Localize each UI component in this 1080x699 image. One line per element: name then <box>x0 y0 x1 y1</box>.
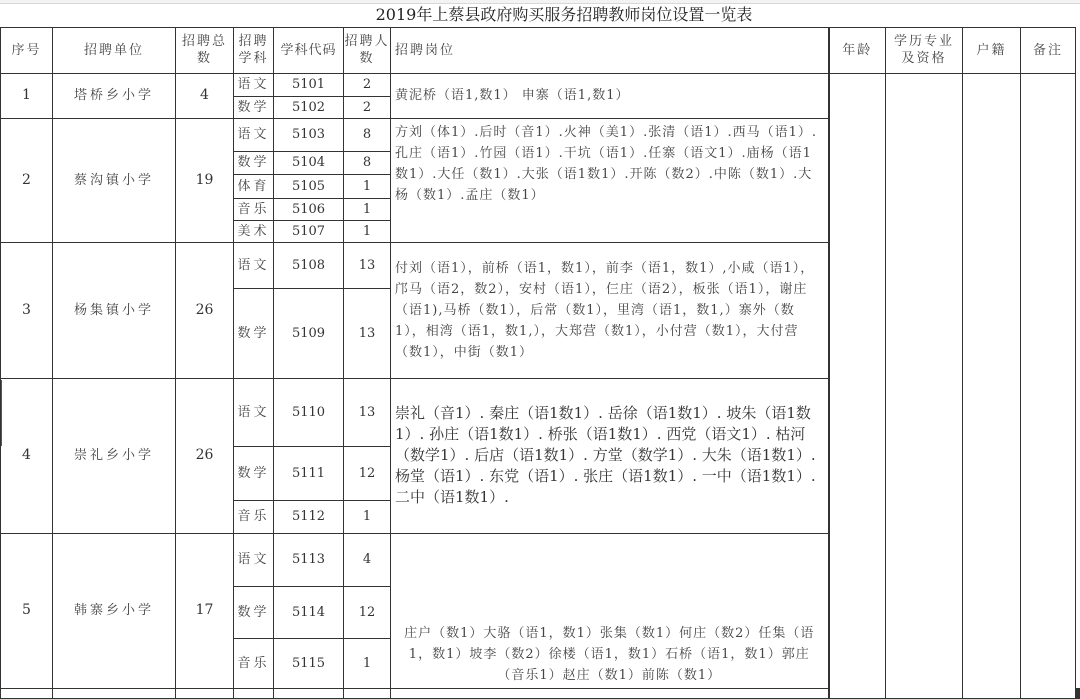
row-count[interactable]: 13 <box>344 288 391 378</box>
row-code[interactable]: 5108 <box>274 242 344 288</box>
row-count[interactable]: 13 <box>344 242 391 288</box>
row-seq[interactable]: 3 <box>1 242 53 378</box>
row-subject[interactable]: 美术 <box>234 220 274 242</box>
row-subject[interactable]: 音乐 <box>234 198 274 220</box>
row-unit[interactable]: 韩寨乡小学 <box>53 533 176 688</box>
table-title[interactable]: 2019年上蔡县政府购买服务招聘教师岗位设置一览表 <box>53 3 1076 27</box>
row-count[interactable]: 2 <box>344 96 391 118</box>
row-seq[interactable]: 5 <box>1 533 53 688</box>
row-code[interactable]: 5102 <box>274 96 344 118</box>
row-unit[interactable]: 蔡沟镇小学 <box>53 118 176 242</box>
row-code[interactable]: 5103 <box>274 118 344 151</box>
header-seq[interactable]: 序号 <box>1 27 53 73</box>
title-blank-cell[interactable] <box>1 3 53 27</box>
cell[interactable] <box>176 688 234 698</box>
row-code[interactable]: 5104 <box>274 151 344 174</box>
row-count[interactable]: 12 <box>344 586 391 638</box>
cell[interactable] <box>1 688 53 698</box>
row-count[interactable]: 2 <box>344 73 391 96</box>
row-code[interactable]: 5107 <box>274 220 344 242</box>
row-posts[interactable]: 崇礼（音1）. 秦庄（语1数1）. 岳徐（语1数1）. 坡朱（语1数1）. 孙庄（语1数1）. 桥张（语1数1）. 西党（语文1）. 枯河（数学1）. 后店（语1数1）. 方堂（数学1）. 大朱（语1数1）. 杨堂（语1）. 东党（语1）. 张庄（语1数1）. 一中（语1数1）. 二中（语1数1）. <box>391 378 829 533</box>
recruitment-table <box>0 3 1080 699</box>
row-code[interactable]: 5101 <box>274 73 344 96</box>
row-posts[interactable]: 黄泥桥（语1,数1） 申寨（语1,数1） <box>391 73 829 118</box>
row-count[interactable]: 1 <box>344 638 391 688</box>
row-subject[interactable]: 数学 <box>234 288 274 378</box>
row-count[interactable]: 1 <box>344 220 391 242</box>
row-subject[interactable]: 语文 <box>234 118 274 151</box>
row-count[interactable]: 1 <box>344 198 391 220</box>
header-unit[interactable]: 招聘单位 <box>53 27 176 73</box>
row-code[interactable]: 5106 <box>274 198 344 220</box>
row-total[interactable]: 26 <box>176 378 234 533</box>
row-count[interactable]: 1 <box>344 174 391 198</box>
row-posts[interactable]: 付刘（语1），前桥（语1，数1），前李（语1，数1）,小咸（语1），邝马（语2，数2），安村（语1），仨庄（语2），板张（语1），谢庄（语1),马桥（数1），后常（数1），里湾（语1，数1,）寨外（数1），相湾（语1，数1,），大郑营（数1），小付营（数1），大付营（数1），中街（数1） <box>391 242 829 378</box>
row-subject[interactable]: 语文 <box>234 73 274 96</box>
row-code[interactable]: 5114 <box>274 586 344 638</box>
notes-cell[interactable] <box>1021 73 1076 698</box>
row-total[interactable]: 4 <box>176 73 234 118</box>
row-code[interactable]: 5115 <box>274 638 344 688</box>
row-count[interactable]: 8 <box>344 118 391 151</box>
row-code[interactable]: 5113 <box>274 533 344 586</box>
posts-line: 孔庄（语1）.竹园（语1）.干坑（语1）.任寨（语文1）.庙杨（语1数1）.大任（数1）.大张（语1数1）.开陈（数2）.中陈（数1）.大杨（数1）.孟庄（数1） <box>395 145 813 203</box>
header-residence[interactable]: 户籍 <box>963 27 1021 73</box>
row-subject[interactable]: 语文 <box>234 242 274 288</box>
header-code[interactable]: 学科代码 <box>274 27 344 73</box>
row-subject[interactable]: 语文 <box>234 378 274 446</box>
row-count[interactable]: 1 <box>344 500 391 533</box>
row-subject[interactable]: 数学 <box>234 151 274 174</box>
table-row <box>1 73 1080 96</box>
row-subject[interactable]: 数学 <box>234 586 274 638</box>
header-subject[interactable]: 招聘学科 <box>234 27 274 73</box>
residence-cell[interactable] <box>963 73 1021 698</box>
row-unit[interactable]: 崇礼乡小学 <box>53 378 176 533</box>
row-subject[interactable]: 语文 <box>234 533 274 586</box>
row-seq[interactable]: 1 <box>1 73 53 118</box>
row-subject[interactable]: 体育 <box>234 174 274 198</box>
cell[interactable] <box>234 688 274 698</box>
row-count[interactable]: 13 <box>344 378 391 446</box>
header-count[interactable]: 招聘人数 <box>344 27 391 73</box>
cell[interactable] <box>391 688 829 698</box>
row-seq[interactable]: 2 <box>1 118 53 242</box>
row-total[interactable]: 17 <box>176 533 234 688</box>
row-total[interactable]: 19 <box>176 118 234 242</box>
cell[interactable] <box>53 688 176 698</box>
row-subject[interactable]: 音乐 <box>234 638 274 688</box>
row-subject[interactable]: 数学 <box>234 96 274 118</box>
row-total[interactable]: 26 <box>176 242 234 378</box>
posts-line: 方刘（体1）.后时（音1）.火神（美1）.张清（语1）.西马（语1）. <box>395 124 818 140</box>
row-code[interactable]: 5110 <box>274 378 344 446</box>
header-total[interactable]: 招聘总数 <box>176 27 234 73</box>
row-code[interactable]: 5109 <box>274 288 344 378</box>
row-count[interactable]: 12 <box>344 446 391 500</box>
row-unit[interactable]: 塔桥乡小学 <box>53 73 176 118</box>
row-posts[interactable]: 庄户（数1）大骆（语1，数1）张集（数1）何庄（数2）任集（语1，数1）坡李（数2）徐楼（语1，数1）石桥（语1，数1）郭庄（音乐1）赵庄（数1）前陈（数1） <box>391 533 829 688</box>
row-count[interactable]: 4 <box>344 533 391 586</box>
age-cell[interactable] <box>829 73 886 698</box>
row-seq[interactable]: 4 <box>1 378 53 533</box>
header-education[interactable]: 学历专业及资格 <box>886 27 963 73</box>
row-count[interactable]: 8 <box>344 151 391 174</box>
row-subject[interactable]: 数学 <box>234 446 274 500</box>
row-posts[interactable] <box>391 118 829 242</box>
cell[interactable] <box>274 688 344 698</box>
header-notes[interactable]: 备注 <box>1021 27 1076 73</box>
header-posts[interactable]: 招聘岗位 <box>391 27 829 73</box>
spreadsheet <box>0 3 1080 699</box>
row-unit[interactable]: 杨集镇小学 <box>53 242 176 378</box>
row-subject[interactable]: 音乐 <box>234 500 274 533</box>
row-code[interactable]: 5111 <box>274 446 344 500</box>
row-code[interactable]: 5105 <box>274 174 344 198</box>
education-cell[interactable] <box>886 73 963 698</box>
cell[interactable] <box>1079 688 1080 698</box>
header-age[interactable]: 年龄 <box>829 27 886 73</box>
cell[interactable] <box>344 688 391 698</box>
row-code[interactable]: 5112 <box>274 500 344 533</box>
